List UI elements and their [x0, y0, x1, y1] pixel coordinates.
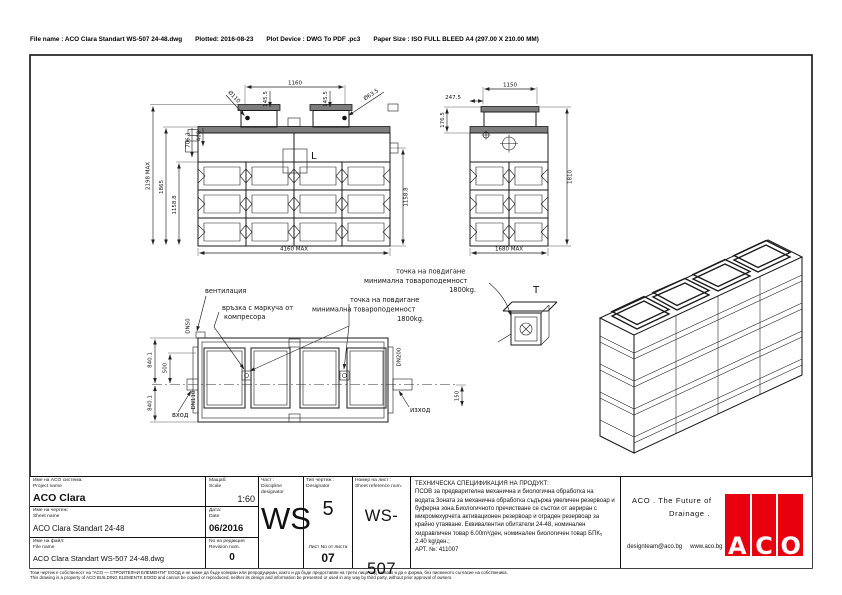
- detail-label-T: T: [533, 285, 540, 296]
- cover-hole-left: [245, 116, 250, 121]
- disclaimer-en: This drawing is a property of ACO BUILDING ELEMENTS EOOD and cannot be copied or reproduced, neither its design and information be presented or used in any way by third party, without prior approval of owners.: [30, 575, 453, 581]
- header-file-name: File name : ACO Clara Standart WS-507 24-48.dwg: [30, 36, 183, 43]
- spec-line: 2.40 kg/ден.;: [415, 538, 450, 545]
- scale-label-bg: Мащаб:: [209, 478, 227, 483]
- sheet-of-value: 07: [321, 551, 335, 565]
- cover-hole-right: [342, 116, 347, 121]
- tb-project: [30, 477, 205, 507]
- dim-end-height: 1810: [567, 170, 574, 184]
- revision-label-bg: No на редакция: [209, 538, 245, 544]
- iso-lids: [612, 241, 790, 330]
- revision-value: 0: [229, 552, 235, 564]
- dim-front-hright: 1158.8: [403, 187, 410, 207]
- revision-label-en: Revision num.: [209, 544, 240, 550]
- dim-front-145r: 145.5: [323, 91, 329, 107]
- hose-connector-right: [340, 371, 349, 380]
- date-label-en: Date: [209, 514, 220, 520]
- spec-line: водата.Зоната за механична обработка съдържа увеличен резервоар и: [415, 497, 615, 504]
- brand-slogan-1: ACO . The Future of: [632, 496, 712, 505]
- sheet-label-en: Sheet name: [33, 514, 60, 520]
- disclaimer-bg: Този чертеж е собственост на "АСО — СТРОИТЕЛНИ ЕЛЕМЕНТИ" ЕООД и не може да бъде копиран или репродуциран, както и да бъде предоставян на трети лица под каквато и да е форма, без писменото съгласие на собственика.: [30, 569, 508, 575]
- lift-top-2: минимална товароподемност: [364, 277, 468, 285]
- aco-logo-bar: [725, 494, 750, 560]
- spec-line: буферна зона.Биологичното пречистване се състои от аериран с: [415, 505, 597, 512]
- file-label-bg: Име на файл:: [33, 538, 65, 544]
- date-value: 06/2016: [209, 523, 244, 535]
- dim-end-bottom: 1680 MAX: [494, 246, 524, 253]
- dim-front-top: 1160: [288, 80, 302, 87]
- header-plotted: Plotted: 2016-08-23: [195, 36, 254, 43]
- dim-front-h4: 706.1: [185, 132, 192, 148]
- dim-front-145l: 145.5: [263, 91, 269, 107]
- isometric-view: [600, 240, 802, 453]
- tb-brand: [620, 477, 812, 568]
- sheetref-label-en: Sheet reference num.: [355, 483, 403, 489]
- plate-label-L: L: [311, 151, 317, 162]
- type-label-bg: Тип чертеж :: [306, 478, 335, 483]
- tb-names-column: [30, 477, 205, 568]
- end-view: [440, 83, 574, 257]
- dim-front-bottom: 4160 MAX: [279, 246, 309, 253]
- tb-discipline: [258, 477, 311, 568]
- sheet-value: ACO Clara Standart 24-48: [33, 524, 125, 534]
- scale-value: 1:60: [237, 493, 255, 504]
- sheetref-label-bg: Номер на лист :: [355, 478, 392, 483]
- hose-connector-left: [242, 371, 251, 380]
- dim-plan-150: 150: [454, 390, 461, 402]
- sheet-label-bg: Име на чертеж:: [33, 508, 69, 514]
- project-label-bg: Име на ACO система:: [33, 478, 83, 483]
- tb-meta-column: [205, 477, 258, 568]
- dim-end-offset: 247.5: [445, 95, 461, 101]
- aco-logo-letter: C: [755, 532, 773, 560]
- lift-top-3: 1800kg.: [449, 286, 476, 294]
- dim-plan-500: 500: [162, 362, 169, 374]
- sheet-of-label: Лист No от листа: [308, 545, 348, 550]
- tb-sheet-name: [30, 507, 205, 537]
- lift-mid-3: 1800kg.: [397, 315, 424, 323]
- spec-line: хидравличен товар 6.00m³/ден, номинален биологичен товар БПК₅: [415, 530, 603, 537]
- tb-scale: [206, 477, 258, 507]
- tb-spec: [410, 477, 620, 568]
- tb-file-name: [30, 538, 205, 568]
- brand-email[interactable]: designteam@aco.bg: [627, 544, 683, 550]
- dim-front-h2: 1865: [159, 180, 165, 194]
- front-view: [146, 81, 410, 257]
- type-label-en: Designator: [306, 483, 330, 489]
- dim-plan-dn50: DN50: [185, 318, 192, 334]
- spec-line: ПСОВ за предварителна механична и биологична обработка на: [415, 489, 594, 496]
- header-paper-size: Paper Size : ISO FULL BLEED A4 (297.00 X 210.00 MM): [373, 36, 539, 43]
- scale-label-en: Scale: [209, 483, 222, 489]
- lift-mid-2: минимална товароподемност: [312, 305, 416, 314]
- header-plot-device: Plot Device : DWG To PDF .pc3: [266, 36, 361, 43]
- dim-plan-dn200: DN200: [396, 347, 403, 367]
- dim-end-top: 1150: [503, 82, 517, 89]
- spec-line: АРТ. №: 411007: [415, 547, 459, 554]
- tb-date: [206, 507, 258, 537]
- annotations: [197, 268, 511, 372]
- vent-pipe: [196, 332, 205, 338]
- tb-type: [303, 477, 352, 568]
- dim-front-dia-right: Ø63.5: [362, 88, 381, 103]
- aco-logo: [725, 494, 803, 560]
- vent-annotation: вентилация: [205, 287, 247, 295]
- inlet-label: вход: [172, 411, 189, 419]
- brand-slogan-2: Drainage .: [669, 509, 711, 518]
- lifting-detail: [498, 285, 557, 345]
- dim-front-h5: 408: [196, 130, 203, 142]
- outlet-label: изход: [410, 406, 431, 414]
- spec-title: ТЕХНИЧЕСКА СПЕЦИФИКАЦИЯ НА ПРОДУКТ:: [415, 481, 549, 487]
- disclaimer: [30, 570, 812, 581]
- dim-plan-dn110: DN110: [191, 390, 197, 410]
- discipline-label-bg: Част :: [261, 478, 275, 483]
- aco-logo-letter: O: [780, 532, 801, 560]
- hose-annotation-2: компресора: [224, 313, 266, 321]
- lift-plate-front: [283, 149, 307, 173]
- brand-website[interactable]: www.aco.bg: [690, 544, 723, 550]
- dim-end-coverh: 176.5: [440, 112, 446, 128]
- plan-view: [148, 318, 467, 422]
- dim-plan-halfb: 840.1: [147, 395, 154, 411]
- hose-annotation-1: връзка с маркуча от: [222, 304, 294, 312]
- spec-line: микромехурчета активационен резервоар и ограден резервоар за: [415, 514, 600, 521]
- aco-logo-letter: A: [728, 532, 747, 560]
- file-value: ACO Clara Standart WS-507 24-48.dwg: [33, 554, 165, 564]
- project-value: ACO Clara: [33, 491, 86, 504]
- tb-sheet-ref: [352, 477, 410, 578]
- discipline-value: WS: [261, 500, 311, 536]
- lift-top-1: точка на повдигане: [396, 267, 466, 276]
- file-label-en: File name: [33, 544, 55, 550]
- aco-logo-bar: [752, 494, 777, 560]
- sheetref-value: WS-507: [364, 506, 399, 578]
- dim-front-dia-left: Ø110: [226, 89, 242, 105]
- lift-mid-1: точка на повдигане: [350, 296, 420, 304]
- discipline-label-en: Discipline designator: [261, 483, 284, 495]
- dim-front-h3: 1158.8: [172, 195, 178, 215]
- dim-front-h1: 2198 MAX: [145, 161, 152, 191]
- date-label-bg: Дата:: [209, 508, 222, 514]
- spec-line: крайно утаяване. Еквивалентни обитатели 24-48, номинален: [415, 522, 586, 529]
- dim-plan-halfa: 840.1: [147, 352, 154, 368]
- project-label-en: Project name: [33, 483, 62, 489]
- type-value: 5: [322, 497, 334, 520]
- aco-logo-bar: [778, 494, 803, 560]
- tb-revision: [206, 538, 258, 568]
